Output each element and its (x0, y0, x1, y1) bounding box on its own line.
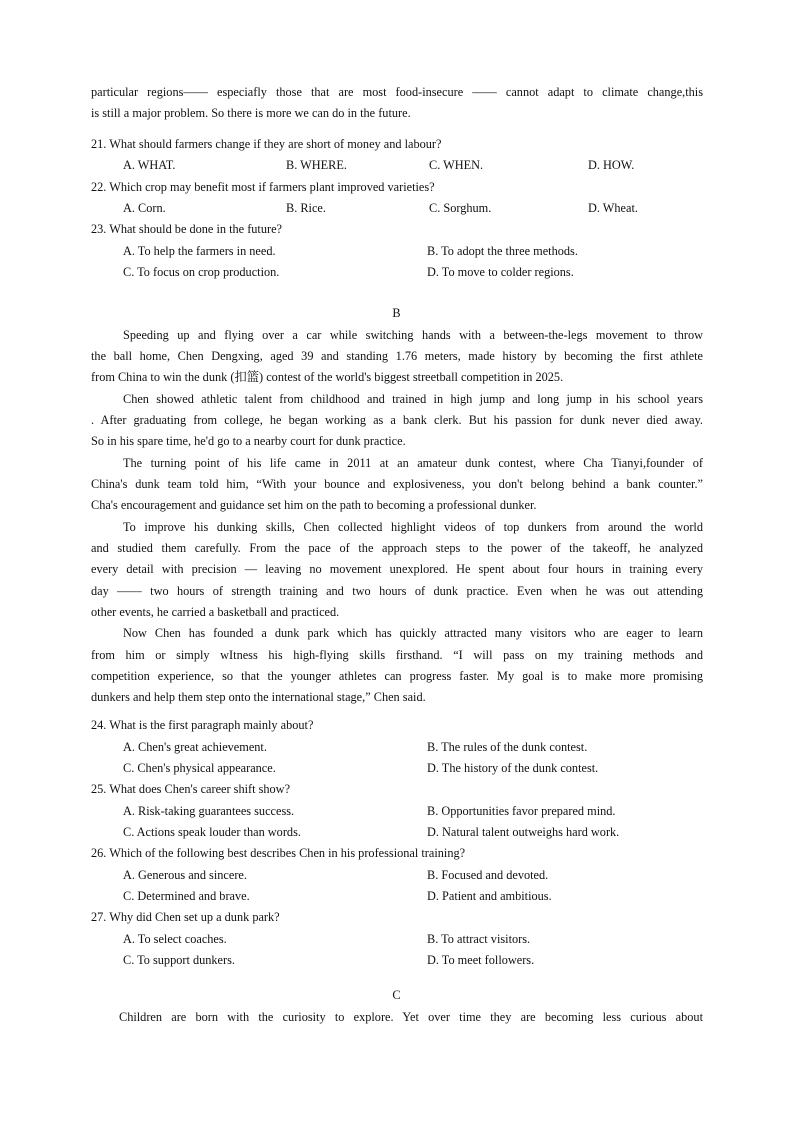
question-23-stem: 23. What should be done in the future? (91, 222, 283, 236)
question-27-option-a[interactable]: A. To select coaches. (123, 932, 227, 946)
question-25-option-d[interactable]: D. Natural talent outweighs hard work. (427, 825, 620, 839)
passage-b-line: dunkers and help them step onto the international stage,” Chen said. (91, 690, 426, 704)
question-24-option-c[interactable]: C. Chen's physical appearance. (123, 761, 276, 775)
question-26-option-c[interactable]: C. Determined and brave. (123, 889, 250, 903)
question-23-option-d[interactable]: D. To move to colder regions. (427, 265, 574, 279)
passage-b-line: from China to win the dunk (扣篮) contest of the world's biggest streetball competition in 2025. (91, 370, 564, 384)
question-22-option-c[interactable]: C. Sorghum. (429, 201, 492, 215)
question-27-option-d[interactable]: D. To meet followers. (427, 953, 535, 967)
question-24-stem: 24. What is the first paragraph mainly about? (91, 718, 314, 732)
question-24-option-b[interactable]: B. The rules of the dunk contest. (427, 740, 588, 754)
passage-b-line: To improve his dunking skills, Chen collected highlight videos of top dunkers from around the world (123, 520, 703, 534)
question-26-stem: 26. Which of the following best describes Chen in his professional training? (91, 846, 466, 860)
passage-b-line: every detail with precision — leaving no movement unexplored. He spent about four hours in training every (91, 562, 703, 576)
passage-c-line: Children are born with the curiosity to explore. Yet over time they are becoming less curious about (119, 1010, 703, 1024)
question-25-option-c[interactable]: C. Actions speak louder than words. (123, 825, 301, 839)
passage-b-line: Speeding up and flying over a car while switching hands with a between-the-legs movement to throw (123, 328, 703, 342)
question-24-option-d[interactable]: D. The history of the dunk contest. (427, 761, 599, 775)
passage-b-line: China's dunk team told him, “With your bounce and explosiveness, you don't belong behind a bank counter.” (91, 477, 703, 491)
passage-b-line: So in his spare time, he'd go to a nearby court for dunk practice. (91, 434, 406, 448)
question-25-stem: 25. What does Chen's career shift show? (91, 782, 291, 796)
section-c-heading: C (392, 988, 401, 1002)
passage-a-line: particular regions—— especiafly those that are most food-insecure —— cannot adapt to climate change,this (91, 85, 703, 99)
question-27-option-c[interactable]: C. To support dunkers. (123, 953, 235, 967)
question-26-option-d[interactable]: D. Patient and ambitious. (427, 889, 552, 903)
question-21-option-b[interactable]: B. WHERE. (286, 158, 347, 172)
question-21-option-a[interactable]: A. WHAT. (123, 158, 176, 172)
question-27-option-b[interactable]: B. To attract visitors. (427, 932, 531, 946)
question-22-stem: 22. Which crop may benefit most if farmers plant improved varieties? (91, 180, 435, 194)
passage-b-line: from him or simply wItness his high-flying skills firsthand. “I will pass on my training methods and (91, 648, 703, 662)
passage-a-line: is still a major problem. So there is more we can do in the future. (91, 106, 411, 120)
question-21-stem: 21. What should farmers change if they are short of money and labour? (91, 137, 442, 151)
question-23-option-a[interactable]: A. To help the farmers in need. (123, 244, 276, 258)
question-23-option-b[interactable]: B. To adopt the three methods. (427, 244, 578, 258)
question-25-option-a[interactable]: A. Risk-taking guarantees success. (123, 804, 295, 818)
passage-b-line: other events, he carried a basketball and practiced. (91, 605, 340, 619)
passage-b-line: the ball home, Chen Dengxing, aged 39 and standing 1.76 meters, made history by becoming the first athlete (91, 349, 703, 363)
passage-b-line: competition experience, so that the younger athletes can progress faster. My goal is to make more promising (91, 669, 703, 683)
question-22-option-b[interactable]: B. Rice. (286, 201, 326, 215)
passage-b-line: Cha's encouragement and guidance set him on the path to becoming a professional dunker. (91, 498, 537, 512)
passage-b-line: Now Chen has founded a dunk park which has quickly attracted many visitors who are eager to learn (123, 626, 703, 640)
section-b-heading: B (392, 306, 401, 320)
question-22-option-d[interactable]: D. Wheat. (588, 201, 638, 215)
question-26-option-a[interactable]: A. Generous and sincere. (123, 868, 247, 882)
question-23-option-c[interactable]: C. To focus on crop production. (123, 265, 280, 279)
passage-b-line: and studied them carefully. From the pace of the approach steps to the power of the takeoff, he analyzed (91, 541, 703, 555)
question-24-option-a[interactable]: A. Chen's great achievement. (123, 740, 267, 754)
question-25-option-b[interactable]: B. Opportunities favor prepared mind. (427, 804, 616, 818)
passage-b-line: Chen showed athletic talent from childhood and trained in high jump and long jump in his school years (123, 392, 703, 406)
question-26-option-b[interactable]: B. Focused and devoted. (427, 868, 549, 882)
passage-b-line: . After graduating from college, he began working as a bank clerk. But his passion for dunk never died away. (91, 413, 703, 427)
passage-b-line: day —— two hours of strength training and two hours of dunk practice. Even when he was out attending (91, 584, 703, 598)
question-22-option-a[interactable]: A. Corn. (123, 201, 166, 215)
question-21-option-d[interactable]: D. HOW. (588, 158, 635, 172)
passage-b-line: The turning point of his life came in 2011 at an amateur dunk contest, where Cha Tianyi,founder of (123, 456, 703, 470)
question-21-option-c[interactable]: C. WHEN. (429, 158, 484, 172)
question-27-stem: 27. Why did Chen set up a dunk park? (91, 910, 280, 924)
